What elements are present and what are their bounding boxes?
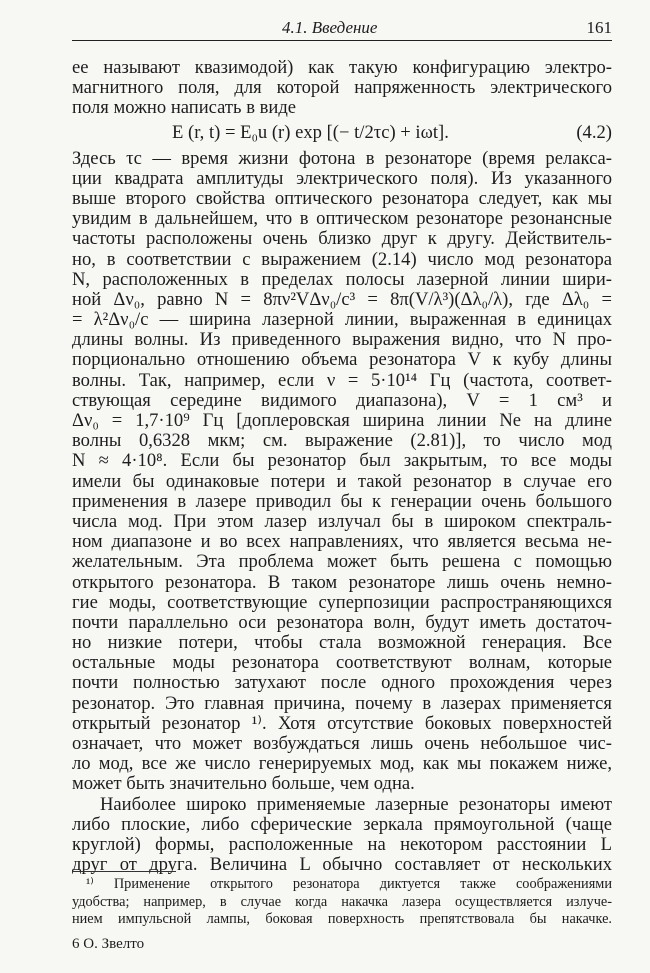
text-line: порционально отношению объема резонатора V к кубу длины bbox=[72, 350, 612, 371]
text-line: ее называют квазимодой) как такую конфигурацию электро- bbox=[72, 58, 612, 78]
text-line: может быть значительно больше, чем одна. bbox=[72, 774, 415, 795]
text-line: ном диапазоне и во всех направлениях, что является весьма не- bbox=[72, 532, 612, 553]
paragraph-resonators bbox=[72, 795, 612, 876]
text-line: выше второго свойства оптического резонатора следует, как мы bbox=[72, 188, 612, 209]
text-line: Здесь τc — время жизни фотона в резонаторе (время релакса- bbox=[72, 148, 612, 169]
text-line: резонатор. Это главная причина, почему в лазерах применяется bbox=[72, 693, 612, 714]
text-line: удобства; например, в случае когда накачка лазера осуществляется излуче- bbox=[72, 893, 612, 910]
section-title: 4.1. Введение bbox=[282, 18, 378, 37]
text-line: ствующая середине видимого диапазона), V = 1 см³ и bbox=[72, 390, 612, 411]
text-line: ¹⁾ Применение открытого резонатора диктуется также соображениями bbox=[86, 876, 612, 892]
text-line: поля можно написать в виде bbox=[72, 98, 297, 119]
text-line: желательным. Эта проблема может быть решена с помощью bbox=[72, 552, 612, 573]
text-line: друг от друга. Величина L обычно составляет от нескольких bbox=[72, 855, 612, 876]
page-number: 161 bbox=[586, 18, 612, 37]
equation-expression: E (r, t) = E₀u (r) exp [(− t/2τc) + iωt]. bbox=[172, 121, 449, 143]
text-line: числа мод. При этом лазер излучал бы в широком спектраль- bbox=[72, 511, 612, 532]
text-line: но низкие потери, чтобы стала возможной генерация. Все bbox=[72, 633, 612, 654]
text-line: N, расположенных в пределах полосы лазерной линии шири- bbox=[72, 269, 612, 290]
text-line: Δν₀ = 1,7·10⁹ Гц [доплеровская ширина линии Ne на длине bbox=[72, 411, 612, 431]
body-text bbox=[72, 58, 612, 875]
text-line: нием импульсной лампы, боковая поверхность препятствовала бы накачке. bbox=[72, 911, 612, 927]
text-line: волны. Так, например, если ν = 5·10¹⁴ Гц (частота, соответ- bbox=[72, 370, 612, 391]
footnote-rule bbox=[72, 871, 176, 872]
text-line: Наиболее широко применяемые лазерные резонаторы имеют bbox=[100, 794, 612, 815]
text-line: остальные моды резонатора соответствуют волнам, которые bbox=[72, 653, 612, 674]
signature-mark: 6 О. Звелто bbox=[72, 936, 145, 952]
running-header bbox=[72, 14, 612, 41]
text-line: волны 0,6328 мкм; см. выражение (2.81)], то число мод bbox=[72, 431, 612, 452]
text-line: гие моды, соответствующие суперпозиции распространяющихся bbox=[72, 592, 612, 613]
text-line: длины волны. Из приведенного выражения видно, что N про- bbox=[72, 330, 612, 351]
text-line: ции квадрата амплитуды электрического поля). Из указанного bbox=[72, 168, 612, 189]
paragraph-main bbox=[72, 149, 612, 795]
text-line: частоты расположены очень близко друг к другу. Действитель- bbox=[72, 229, 612, 250]
text-line: магнитного поля, для которой напряженность электрического bbox=[72, 78, 612, 99]
text-line: увидим в дальнейшем, что в оптическом резонаторе резонансные bbox=[72, 209, 612, 230]
paragraph-continuation bbox=[72, 58, 612, 119]
equation-4-2 bbox=[72, 119, 612, 149]
text-line: ной Δν₀, равно N = 8πν²VΔν₀/c³ = 8π(V/λ³)(Δλ₀/λ), где Δλ₀ = bbox=[72, 289, 612, 310]
equation-number: (4.2) bbox=[576, 121, 612, 143]
text-line: почти параллельно оси резонатора волн, будут иметь достаточ- bbox=[72, 612, 612, 633]
text-line: открытого резонатора. В таком резонаторе лишь очень немно- bbox=[72, 572, 612, 593]
footnote bbox=[72, 876, 612, 929]
text-line: открытый резонатор ¹⁾. Хотя отсутствие боковых поверхностей bbox=[72, 713, 612, 734]
text-line: либо плоские, либо сферические зеркала прямоугольной (чаще bbox=[72, 814, 612, 835]
text-line: = λ²Δν₀/c — ширина лазерной линии, выраженная в единицах bbox=[72, 310, 612, 331]
text-line: применения в лазере приводил бы к генерации очень большого bbox=[72, 491, 612, 512]
text-line: означает, что может возбуждаться лишь очень небольшое чис- bbox=[72, 734, 612, 754]
text-line: круглой) формы, расположенные на некотором расстоянии L bbox=[72, 834, 612, 855]
text-line: имели бы одинаковые потери и такой резонатор в случае его bbox=[72, 471, 612, 492]
text-line: ло мод, все же число генерируемых мод, как мы покажем ниже, bbox=[72, 754, 612, 775]
text-line: почти полностью затухают после одного прохождения через bbox=[72, 673, 612, 694]
text-line: N ≈ 4·10⁸. Если бы резонатор был закрытым, то все моды bbox=[72, 451, 612, 472]
text-line: но, в соответствии с выражением (2.14) число мод резонатора bbox=[72, 249, 612, 270]
